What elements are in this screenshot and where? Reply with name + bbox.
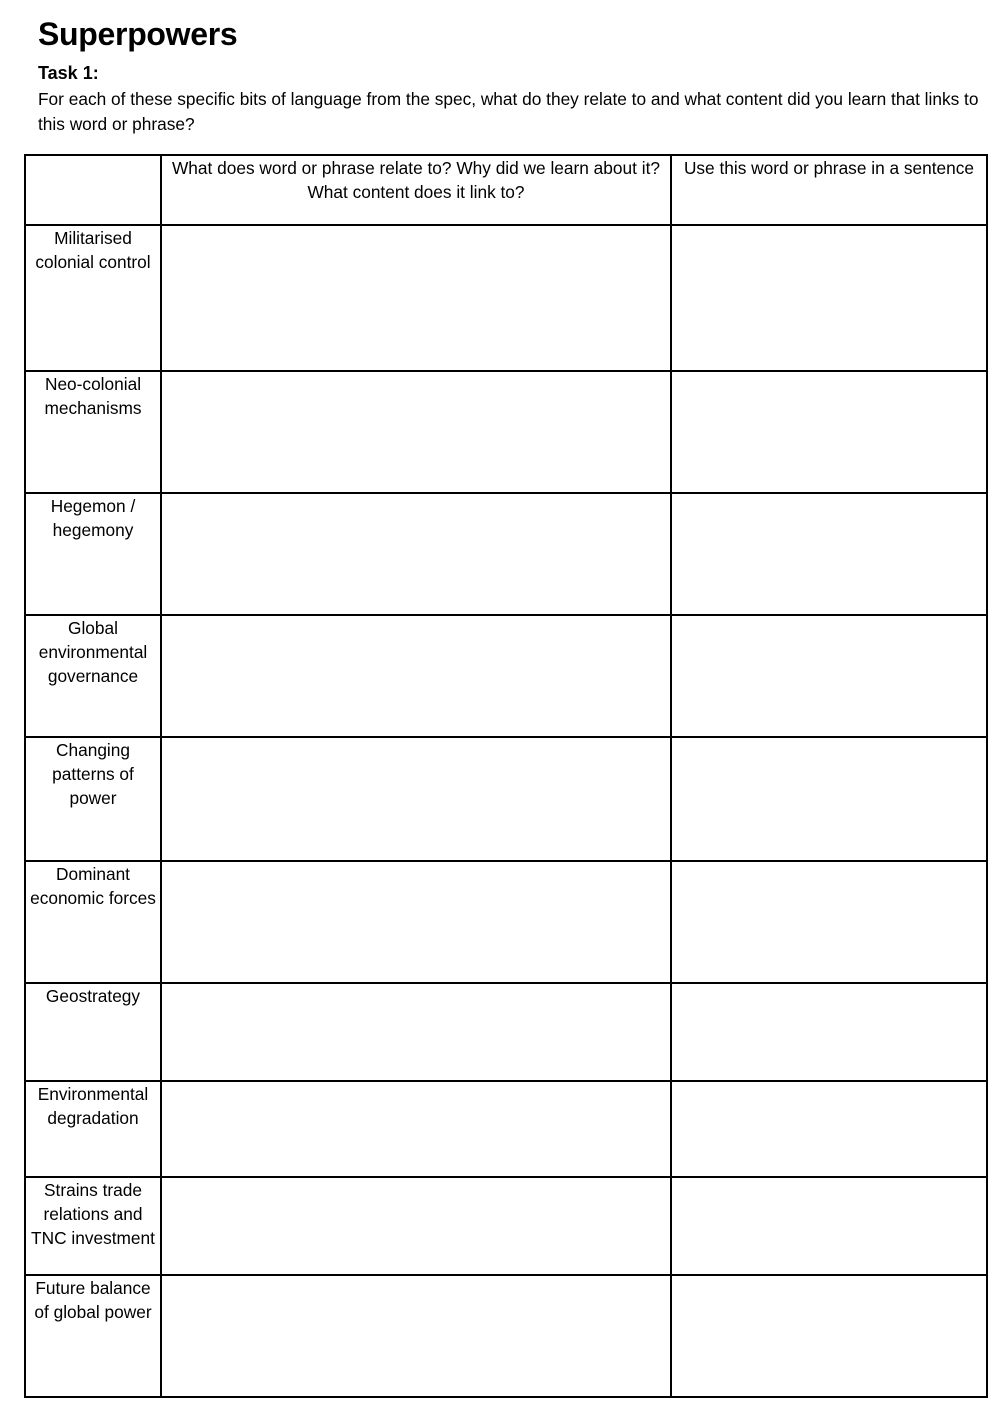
page-title: Superpowers: [38, 16, 238, 52]
term-label: Global environmental governance: [38, 618, 148, 686]
sentence-cell[interactable]: [671, 371, 987, 493]
term-label: Changing patterns of power: [52, 740, 134, 808]
table-row: [25, 1177, 987, 1275]
term-cell: [25, 615, 161, 737]
relate-cell[interactable]: [161, 1081, 671, 1177]
term-label: Environmental degradation: [37, 1084, 149, 1128]
term-label: Militarised colonial control: [35, 228, 151, 272]
header-term-cell: [25, 155, 161, 225]
sentence-cell[interactable]: [671, 1081, 987, 1177]
sentence-cell[interactable]: [671, 225, 987, 371]
relate-cell[interactable]: [161, 615, 671, 737]
term-label: Dominant economic forces: [30, 864, 156, 908]
term-cell: [25, 371, 161, 493]
table-row: [25, 861, 987, 983]
relate-cell[interactable]: [161, 371, 671, 493]
relate-cell[interactable]: [161, 737, 671, 861]
term-cell: [25, 1081, 161, 1177]
table-row: [25, 493, 987, 615]
relate-cell[interactable]: [161, 1177, 671, 1275]
task-instructions: For each of these specific bits of language from the spec, what do they relate to and what content did you learn that links to this word or phrase?: [38, 89, 979, 134]
sentence-cell[interactable]: [671, 1177, 987, 1275]
relate-cell[interactable]: [161, 861, 671, 983]
relate-cell[interactable]: [161, 983, 671, 1081]
header-relate-label: What does word or phrase relate to? Why did we learn about it? What content does it link to?: [172, 158, 660, 202]
term-cell: [25, 1275, 161, 1397]
relate-cell[interactable]: [161, 225, 671, 371]
term-cell: [25, 737, 161, 861]
relate-cell[interactable]: [161, 1275, 671, 1397]
sentence-cell[interactable]: [671, 983, 987, 1081]
header-sentence-label: Use this word or phrase in a sentence: [683, 158, 975, 178]
sentence-cell[interactable]: [671, 737, 987, 861]
table-row: [25, 737, 987, 861]
table-row: [25, 1275, 987, 1397]
term-cell: [25, 983, 161, 1081]
header-row: [25, 155, 987, 225]
header-relate-cell: [161, 155, 671, 225]
sentence-cell[interactable]: [671, 1275, 987, 1397]
table-row: [25, 1081, 987, 1177]
term-label: Neo-colonial mechanisms: [44, 374, 142, 418]
table-row: [25, 225, 987, 371]
term-cell: [25, 861, 161, 983]
term-cell: [25, 225, 161, 371]
sentence-cell[interactable]: [671, 861, 987, 983]
relate-cell[interactable]: [161, 493, 671, 615]
term-cell: [25, 1177, 161, 1275]
term-label: Hegemon / hegemony: [50, 496, 136, 540]
table-row: [25, 615, 987, 737]
table-row: [25, 371, 987, 493]
worksheet-table: [24, 154, 988, 1398]
term-label: Future balance of global power: [34, 1278, 152, 1322]
header-sentence-cell: [671, 155, 987, 225]
sentence-cell[interactable]: [671, 615, 987, 737]
table-row: [25, 983, 987, 1081]
task-label: Task 1:: [38, 63, 99, 83]
sentence-cell[interactable]: [671, 493, 987, 615]
term-label: Geostrategy: [45, 986, 141, 1006]
term-cell: [25, 493, 161, 615]
term-label: Strains trade relations and TNC investment: [31, 1180, 155, 1248]
